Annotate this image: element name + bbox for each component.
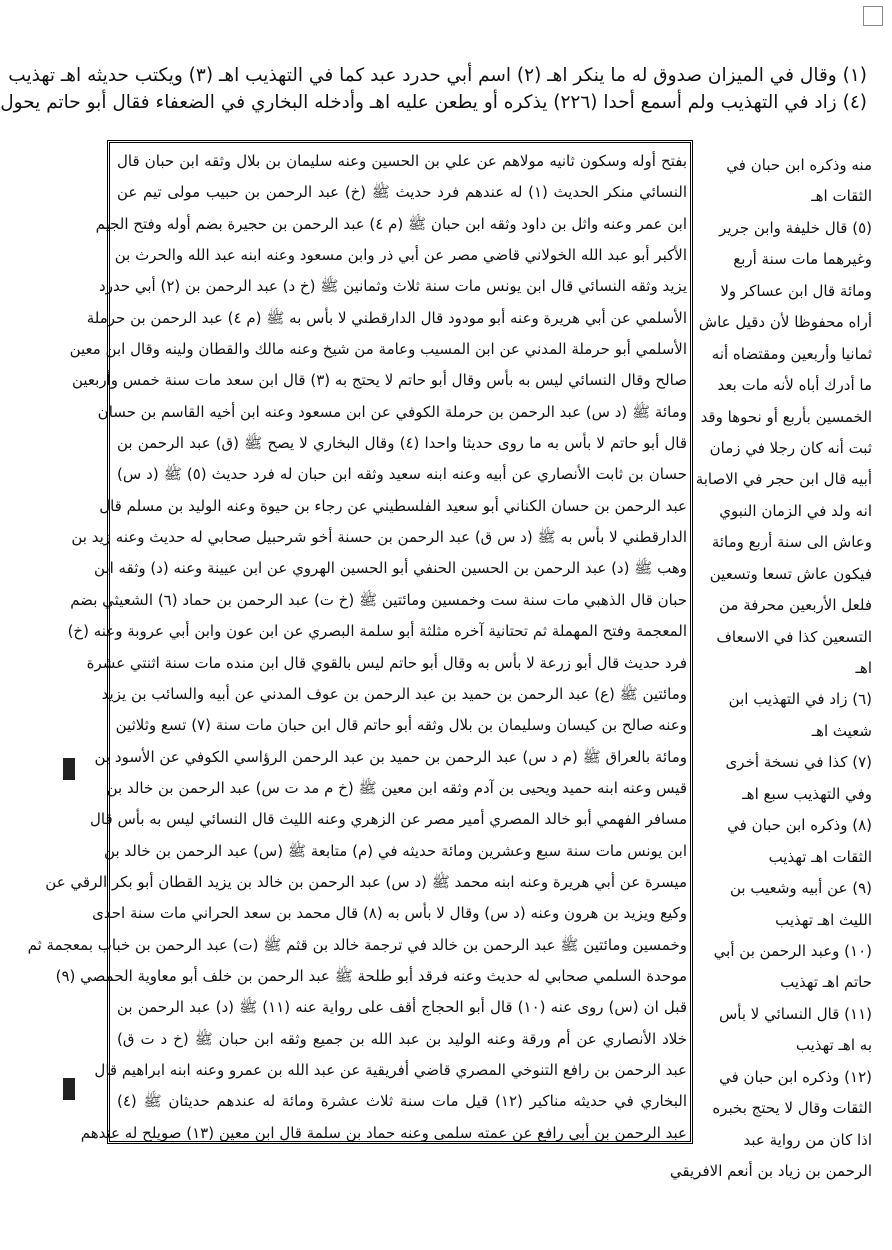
main-text-line: البخاري في حديثه مناكير (١٢) قيل مات سنة ثلاث عشرة ومائة له عندهم حديثان ﷺ (٤): [117, 1092, 687, 1111]
side-note-line: (٧) كذا في نسخة أخرى: [725, 753, 872, 772]
side-note-line: (١٢) وذكره ابن حبان في: [719, 1067, 872, 1086]
side-note-line: (٩) عن أبيه وشعيب بن: [729, 879, 872, 898]
main-text-line: صالح وقال النسائي ليس به بأس وقال أبو حاتم لا يحتج به (٣) قال ابن سعد مات سنة خمس وأربعين: [71, 371, 687, 390]
main-text-line: ابن يونس مات سنة سبع وعشرين ومائة حديثه في (م) متابعة ﷺ (س) عبد الرحمن بن خالد بن: [104, 841, 687, 860]
main-text-line: وهب ﷺ (د) عبد الرحمن بن الحسين الحنفي أبو الحسين الهروي عن ابن عيينة وعنه (د) وثقه ابن: [94, 559, 687, 578]
main-text-line: بفتح أوله وسكون ثانيه مولاهم عن علي بن الحسين وعنه سليمان بن بلال وثقه ابن حبان قال: [117, 152, 687, 170]
side-note-line: وعاش الى سنة أربع ومائة: [711, 533, 872, 552]
main-text-line: وعنه صالح بن كيسان وسليمان بن بلال وثقه أبو حاتم قال ابن حبان مات سنة (٧) تسع وثلاثين: [115, 716, 687, 735]
main-text-line: ميسرة عن أبي هريرة وعنه ابنه محمد ﷺ (د س) عبد الرحمن بن خالد بن يزيد القطان أبو بكر الرقي عن: [45, 872, 687, 891]
main-text-line: قيس وعنه ابنه حميد ويحيى بن آدم وثقه ابن معين ﷺ (خ م مد ت س) عبد الرحمن بن خالد بن: [106, 778, 687, 797]
main-text-line: ومائتين ﷺ (ع) عبد الرحمن بن حميد بن عبد الرحمن بن عوف المدني عن أبيه والسائب بن يزيد: [101, 684, 687, 703]
side-note-line: (١١) قال النسائي لا بأس: [718, 1004, 872, 1023]
main-text-line: يزيد وثقه النسائي قال ابن يونس مات سنة ثلاث وثمانين ﷺ (خ د) عبد الرحمن بن (٢) أبي حدرد: [99, 277, 687, 296]
side-note-line: اذا كان من رواية عبد: [743, 1130, 872, 1149]
side-note-line: (٥) قال خليفة وابن جرير: [719, 218, 872, 237]
side-note-line: وفي التهذيب سبع اهـ: [742, 784, 872, 803]
side-note-line: (٨) وذكره ابن حبان في: [727, 816, 872, 835]
main-text-line: النسائي منكر الحديث (١) له عندهم فرد حديث ﷺ (خ) عبد الرحمن بن حبيب مولى تيم عن: [117, 183, 687, 202]
main-text-line: وكيع ويزيد بن هرون وعنه (د س) وقال لا بأس به (٨) قال محمد بن سعد الحراني مات سنة احدى: [92, 904, 687, 923]
side-note-line: به اهـ تهذيب: [795, 1036, 872, 1055]
main-text-block: [27, 146, 687, 1149]
side-note-line: التسعين كذا في الاسعاف: [716, 627, 872, 646]
main-text-line: ومائة بالعراق ﷺ (م د س) عبد الرحمن بن حميد بن عبد الرحمن الرؤاسي الكوفي عن الأسود بن: [94, 747, 687, 766]
side-note-line: فلعل الأربعين محرفة من: [718, 596, 872, 615]
side-note-line: ومائة قال ابن عساكر ولا: [720, 281, 872, 300]
main-text-line: وخمسين ومائتين ﷺ عبد الرحمن بن خالد في ترجمة خالد بن قثم ﷺ (ت) عبد الرحمن بن خباب بمعجمة ثم: [27, 935, 687, 954]
side-note-line: ثبت أنه كان رجلا في زمان: [709, 438, 872, 457]
main-text-line: عبد الرحمن بن أبي رافع عن عمته سلمى وعنه حماد بن سلمة قال ابن معين (١٣) صويلح له عندهم: [80, 1123, 687, 1142]
top-note-line: (١) وقال في الميزان صدوق له ما ينكر اهـ (٢) اسم أبي حدرد عبد كما في التهذيب اهـ (٣) ويكتب حديثه اهـ تهذيب: [8, 65, 867, 86]
side-note-line: الثقات اهـ: [811, 187, 872, 206]
main-text-line: المعجمة وفتح المهملة ثم تحتانية آخره مثلثة أبو سلمة البصري عن ابن عون وابن أبي عروبة وعنه (خ): [67, 622, 687, 641]
side-note-line: اهـ: [855, 659, 872, 677]
main-text-line: فرد حديث قال أبو زرعة لا بأس به وقال أبو حاتم ليس بالقوي قال ابن منده مات سنة اثنتي عشرة: [86, 653, 687, 672]
side-note-line: الثقات اهـ تهذيب: [768, 847, 872, 866]
side-footnotes: [669, 150, 872, 1187]
top-footnotes: [0, 62, 867, 116]
main-text-line: عبد الرحمن بن حسان الكناني أبو سعيد الفلسطيني عن رجاء بن حيوة وعنه الوليد بن مسلم قال: [99, 496, 687, 515]
side-note-line: الثقات وقال لا يحتج بخبره: [712, 1099, 872, 1118]
edge-mark: [63, 758, 75, 780]
main-text-line: قبل ان (س) روى عنه (١٠) قال أبو الحجاج أقف على رواية عنه (١١) ﷺ (د) عبد الرحمن بن: [117, 998, 687, 1017]
main-text-line: حبان قال الذهبي مات سنة ست وخمسين ومائتين ﷺ (خ ت) عبد الرحمن بن حماد (٦) الشعيثي بضم: [70, 590, 687, 609]
main-text-line: الأكبر أبو عبد الله الخولاني قاضي مصر عن أبي ذر وابن مسعود وعنه ابنه عبد الله والحرث بن: [114, 246, 687, 265]
side-note-line: انه ولد في الزمان النبوي: [719, 501, 872, 520]
side-note-line: الخمسين بأربع أو نحوها وقد: [700, 407, 872, 426]
side-note-line: أراه محفوظا لأن دقيل عاش: [698, 313, 872, 332]
side-note-line: منه وذكره ابن حبان في: [726, 156, 872, 174]
main-text-line: حسان بن ثابت الأنصاري عن أبيه وعنه ابنه سعيد وثقه ابن حبان له فرد حديث (٥) ﷺ (د س): [117, 465, 687, 484]
main-text-line: ابن عمر وعنه واثل بن داود وثقه ابن حبان ﷺ (م ٤) عبد الرحمن بن حجيرة بضم أوله وفتح الجيم: [95, 214, 687, 233]
side-note-line: شعيث اهـ: [811, 721, 872, 740]
side-note-line: الليث اهـ تهذيب: [775, 910, 872, 929]
side-note-line: ما أدرك أباه لأنه مات بعد: [717, 376, 872, 395]
side-note-line: وغيرهما مات سنة أربع: [733, 250, 872, 269]
main-text-line: مسافر الفهمي أبو خالد المصري أمير مصر عن الزهري وعنه الليث قال النسائي ليس به بأس قال: [90, 810, 687, 829]
main-text-line: موحدة السلمي صحابي له حديث وعنه فرقد أبو طلحة ﷺ عبد الرحمن بن خلف أبو معاوية الحمصي (٩): [55, 966, 687, 985]
main-text-line: ومائة ﷺ (د س) عبد الرحمن بن حرملة الكوفي عن ابن مسعود وعنه ابن أخيه القاسم بن حسان: [97, 402, 687, 421]
edge-mark: [63, 1078, 75, 1100]
side-note-line: (١٠) وعبد الرحمن بن أبي: [713, 941, 872, 960]
main-text-line: الأسلمي عن أبي هريرة وعنه أبو مودود قال الدارقطني لا بأس به ﷺ (م ٤) عبد الرحمن بن حرملة: [86, 308, 687, 327]
side-note-line: أبيه قال ابن حجر في الاصابة: [695, 470, 872, 489]
main-text-line: الدارقطني لا بأس به ﷺ (د س ق) عبد الرحمن بن حسنة أخو شرحبيل صحابي له حديث وعنه زيد بن: [71, 528, 687, 547]
top-note-line: (٤) زاد في التهذيب ولم أسمع أحدا (٢٢٦) يذكره أو يطعن عليه اهـ وأدخله البخاري في الضعفاء فقال أبو حاتم يحول: [0, 92, 867, 113]
side-note-line: ثمانيا وأربعين ومقتضاه أنه: [711, 344, 872, 363]
main-text-line: الأسلمي أبو حرملة المدني عن ابن المسيب وعامة من شيخ وعنه مالك والقطان ولينه وقال ابن معين: [69, 340, 687, 359]
side-note-line: (٦) زاد في التهذيب ابن: [728, 690, 872, 709]
corner-mark: [863, 6, 883, 26]
main-text-line: خلاد الأنصاري عن أم ورقة وعنه الوليد بن عبد الله بن جميع وثقه ابن حبان ﷺ (خ د ت ق): [117, 1029, 687, 1048]
main-text-line: عبد الرحمن بن رافع التنوخي المصري قاضي أفريقية عن عبد الله بن عمرو وعنه ابنه ابراهيم قال: [94, 1060, 687, 1079]
side-note-line: حاتم اهـ تهذيب: [780, 973, 872, 992]
side-note-line: الرحمن بن زياد بن أنعم الافريقي: [669, 1162, 872, 1180]
main-text-line: قال أبو حاتم لا بأس به ما روى حديثا واحدا (٤) وقال البخاري لا يصح ﷺ (ق) عبد الرحمن بن: [117, 434, 687, 453]
side-note-line: فيكون عاش تسعا وتسعين: [709, 564, 872, 583]
